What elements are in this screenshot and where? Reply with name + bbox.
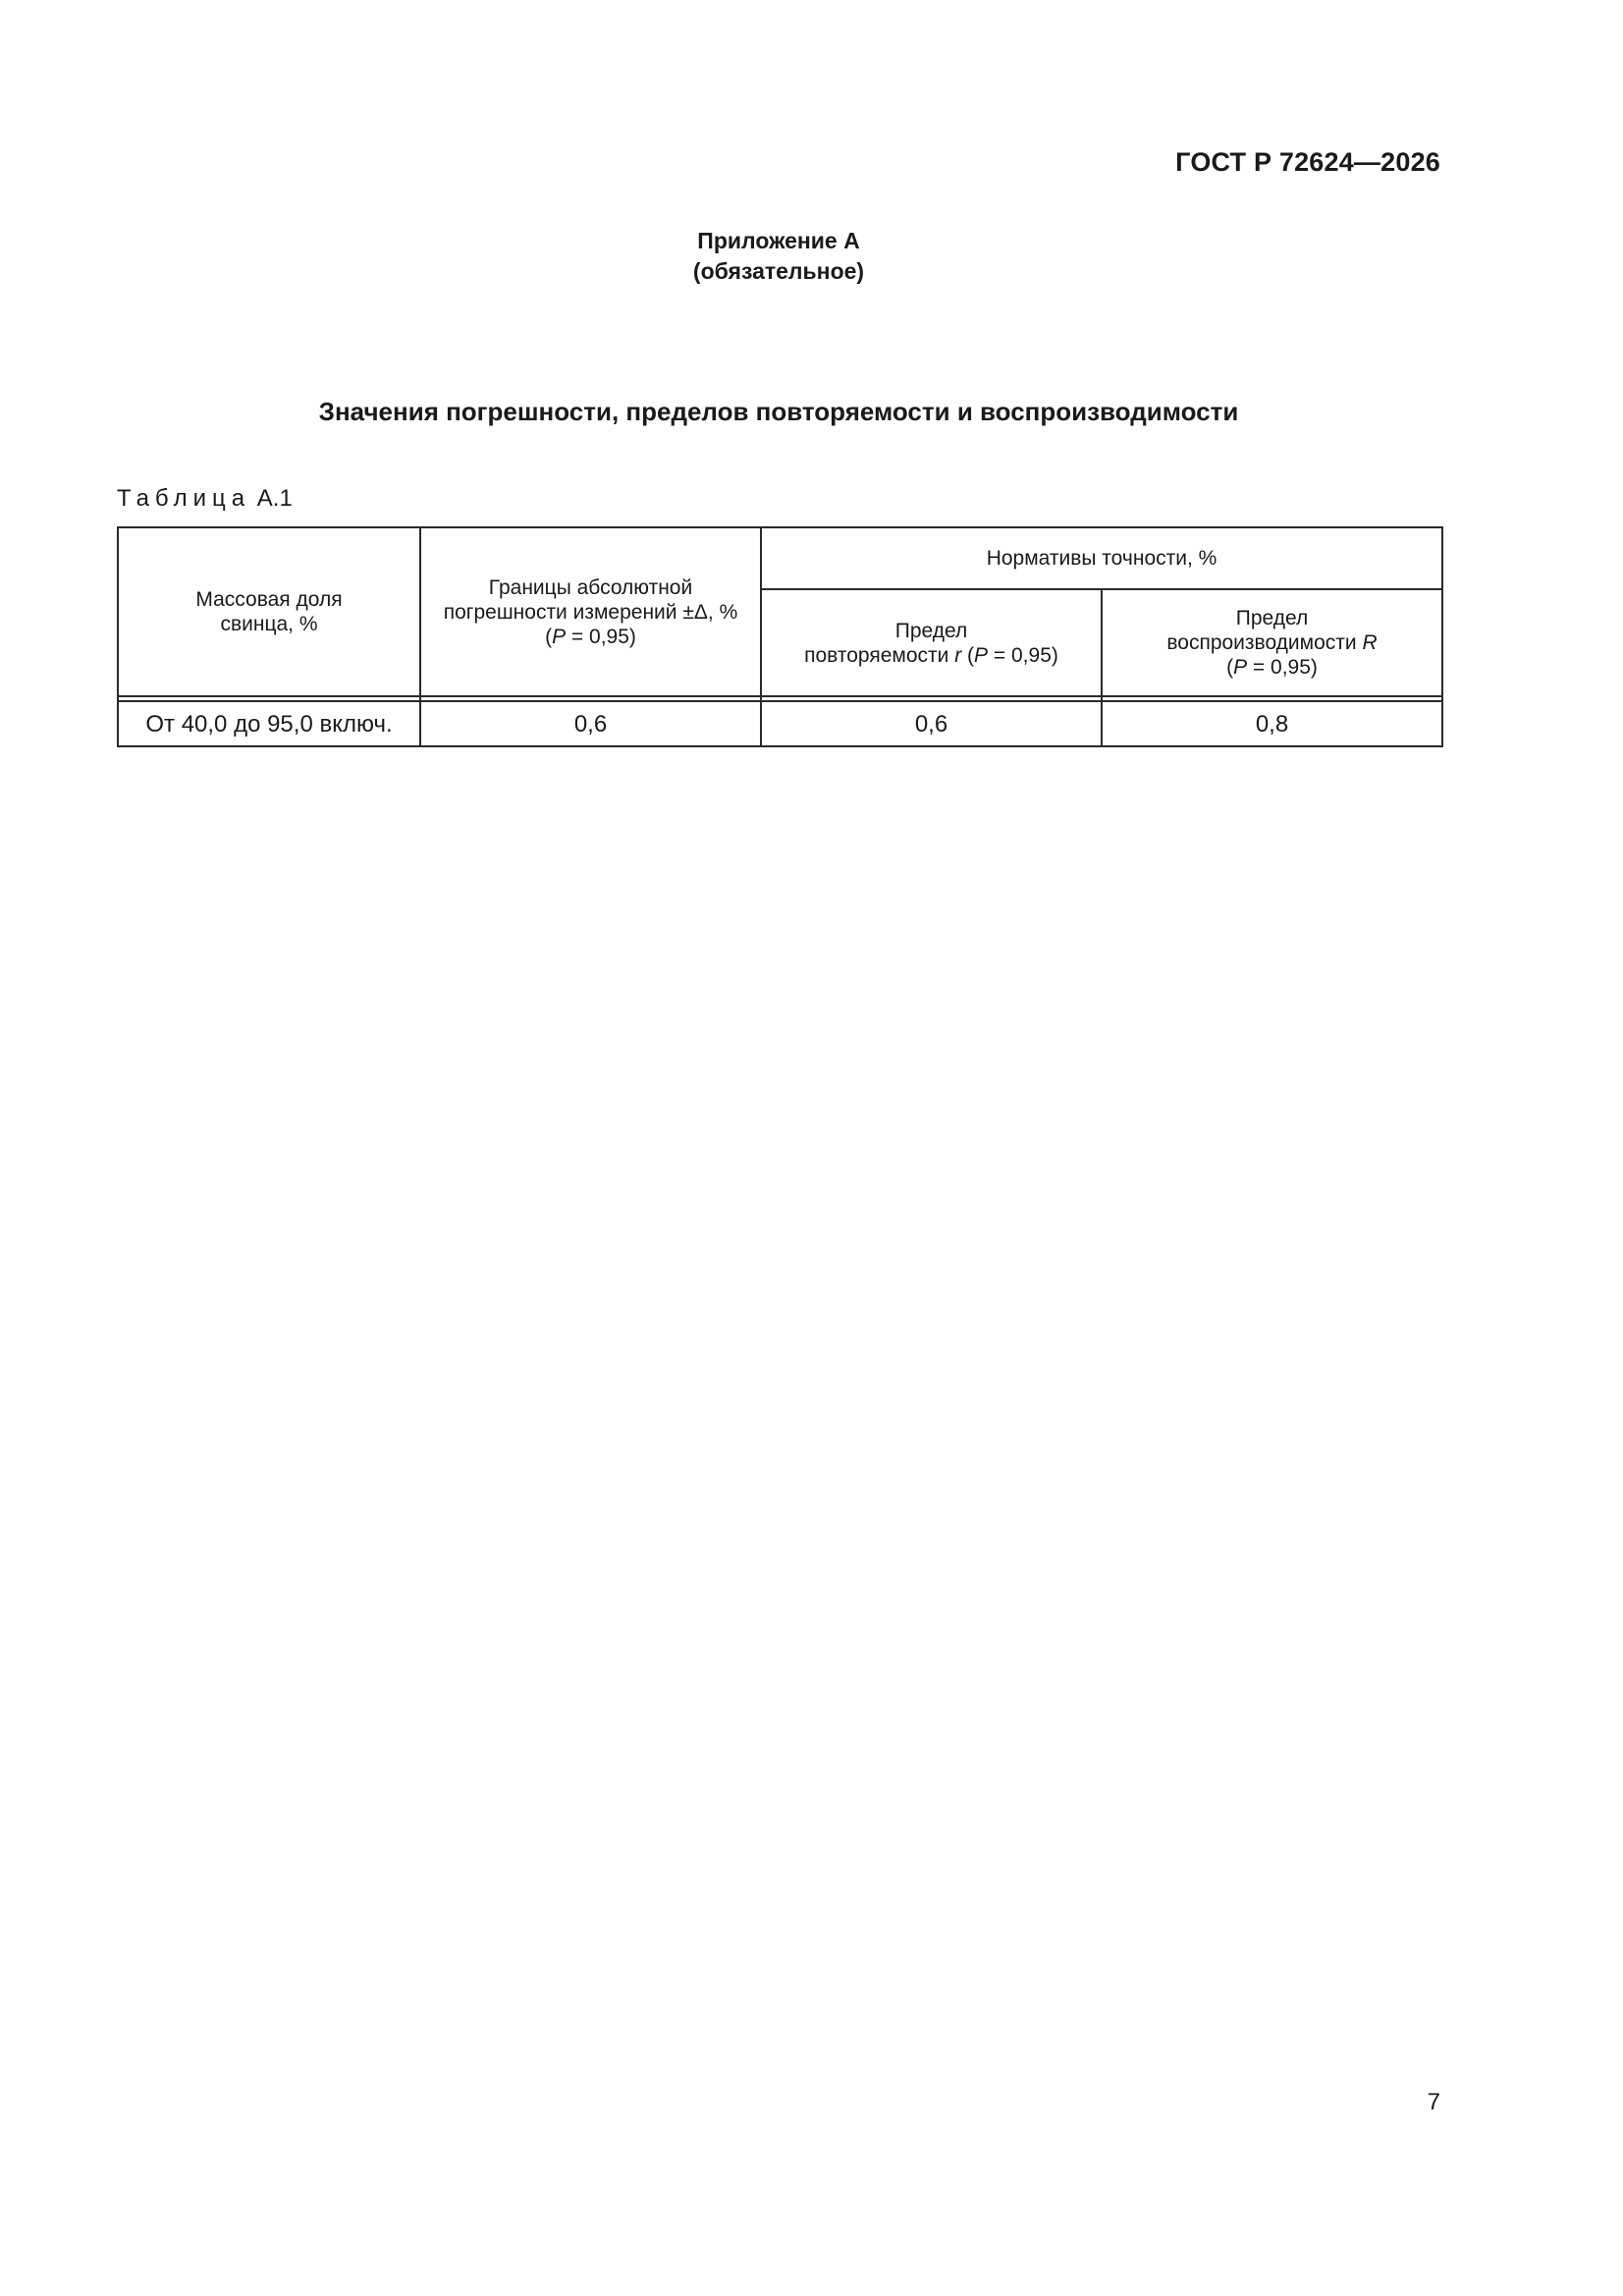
table-header-row (118, 527, 1442, 589)
header-mass-fraction (118, 527, 420, 696)
header-mass-fraction-line2: свинца, % (220, 613, 318, 635)
header-repeatability (761, 589, 1102, 696)
section-title: Значения погрешности, пределов повторяемости и воспроизводимости (318, 397, 1239, 426)
header-error-limit-line2: погрешности измерений ±Δ, % (443, 600, 738, 624)
header-reproducibility-line2: воспроизводимости R (1166, 631, 1378, 654)
table-caption-number: А.1 (256, 485, 293, 512)
header-reproducibility (1102, 589, 1442, 696)
cell-reproducibility: 0,8 (1102, 701, 1442, 746)
table-caption-word: Таблица (117, 485, 251, 512)
header-reproducibility-line3: (P = 0,95) (1226, 656, 1318, 679)
header-error-limit (420, 527, 761, 696)
annex-status: (обязательное) (692, 258, 865, 284)
table-caption (117, 485, 293, 513)
page-number: 7 (1427, 2089, 1440, 2115)
header-mass-fraction-line1: Массовая доля (195, 588, 343, 611)
annex-heading (0, 226, 1557, 287)
cell-repeatability: 0,6 (761, 701, 1102, 746)
document-code: ГОСТ Р 72624—2026 (1175, 147, 1440, 177)
header-repeatability-line2: повторяемости r (P = 0,95) (804, 643, 1058, 667)
header-error-limit-line3: (P = 0,95) (545, 625, 636, 648)
header-accuracy-group: Нормативы точности, % (761, 527, 1442, 589)
header-repeatability-line1: Предел (894, 619, 968, 642)
header-reproducibility-line1: Предел (1235, 607, 1309, 629)
header-error-limit-line1: Границы абсолютной (488, 575, 693, 599)
annex-title: Приложение А (697, 228, 860, 253)
cell-range: От 40,0 до 95,0 включ. (118, 701, 420, 746)
cell-error-limit: 0,6 (420, 701, 761, 746)
accuracy-table (117, 526, 1443, 747)
table-row (118, 701, 1442, 746)
